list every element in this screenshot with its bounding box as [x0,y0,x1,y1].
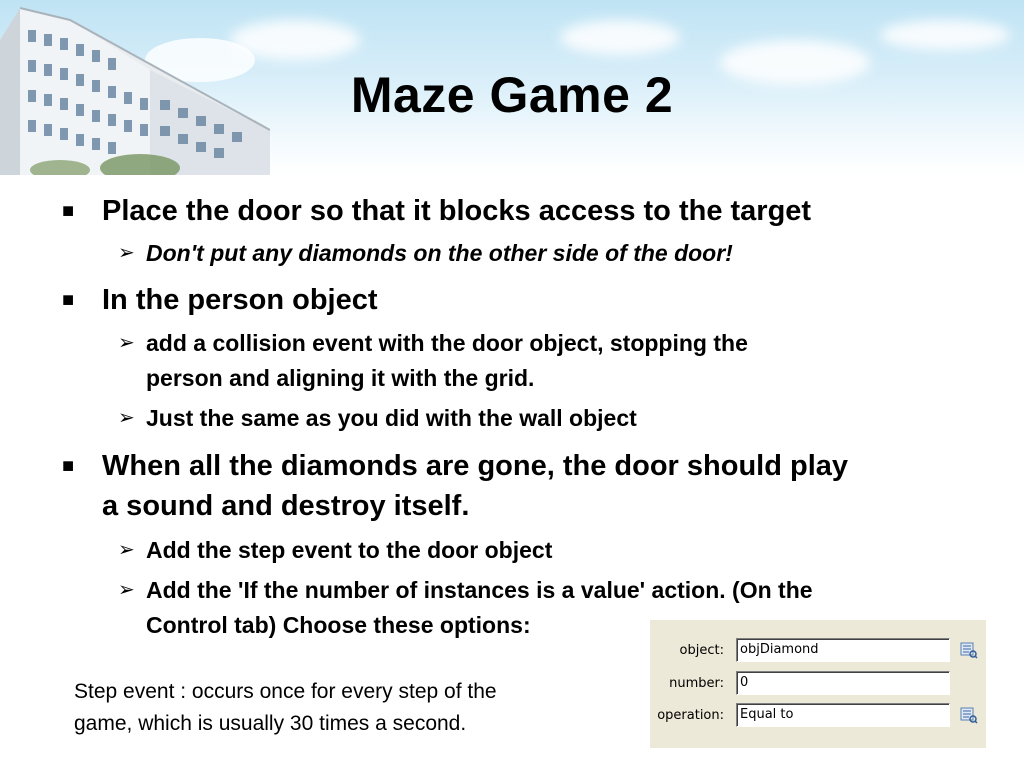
sub-bullet-text: Add the 'If the number of instances is a value' action. (On the [146,577,813,603]
number-row [650,671,986,697]
bullet-text: When all the diamonds are gone, the door should play [102,450,849,482]
square-bullet-icon: ■ [62,200,75,222]
arrow-bullet-icon: ➢ [118,407,135,429]
bullet-text-cont: a sound and destroy itself. [102,490,470,522]
sub-bullet-text-cont: person and aligning it with the grid. [146,365,535,391]
sub-bullet-text: add a collision event with the door object, stopping the [146,330,748,356]
note-line: game, which is usually 30 times a second. [74,712,467,735]
object-label: object: [679,643,724,658]
bullet-text: In the person object [102,284,378,316]
operation-field[interactable]: Equal to [736,703,950,727]
sub-bullet-text: Don't put any diamonds on the other side of the door! [146,240,733,266]
object-row [650,638,986,664]
number-field[interactable]: 0 [736,671,950,695]
object-field[interactable]: objDiamond [736,638,950,662]
arrow-bullet-icon: ➢ [118,539,135,561]
note-line: Step event : occurs once for every step of the [74,680,497,703]
arrow-bullet-icon: ➢ [118,579,135,601]
operation-row [650,703,986,729]
arrow-bullet-icon: ➢ [118,332,135,354]
sub-bullet-text: Just the same as you did with the wall object [146,405,637,431]
menu-browse-icon[interactable] [960,706,978,724]
cloud [880,20,1010,50]
step-event-note [74,676,614,740]
action-options-panel [650,620,986,748]
slide-title: Maze Game 2 [350,67,674,123]
sub-bullet-text-cont: Control tab) Choose these options: [146,612,531,638]
operation-label: operation: [657,708,724,723]
number-label: number: [669,676,724,691]
sub-bullet-text: Add the step event to the door object [146,537,553,563]
square-bullet-icon: ■ [62,289,75,311]
cloud [560,20,680,55]
menu-browse-icon[interactable] [960,641,978,659]
bullet-text: Place the door so that it blocks access to the target [102,195,812,227]
square-bullet-icon: ■ [62,455,75,477]
arrow-bullet-icon: ➢ [118,242,135,264]
